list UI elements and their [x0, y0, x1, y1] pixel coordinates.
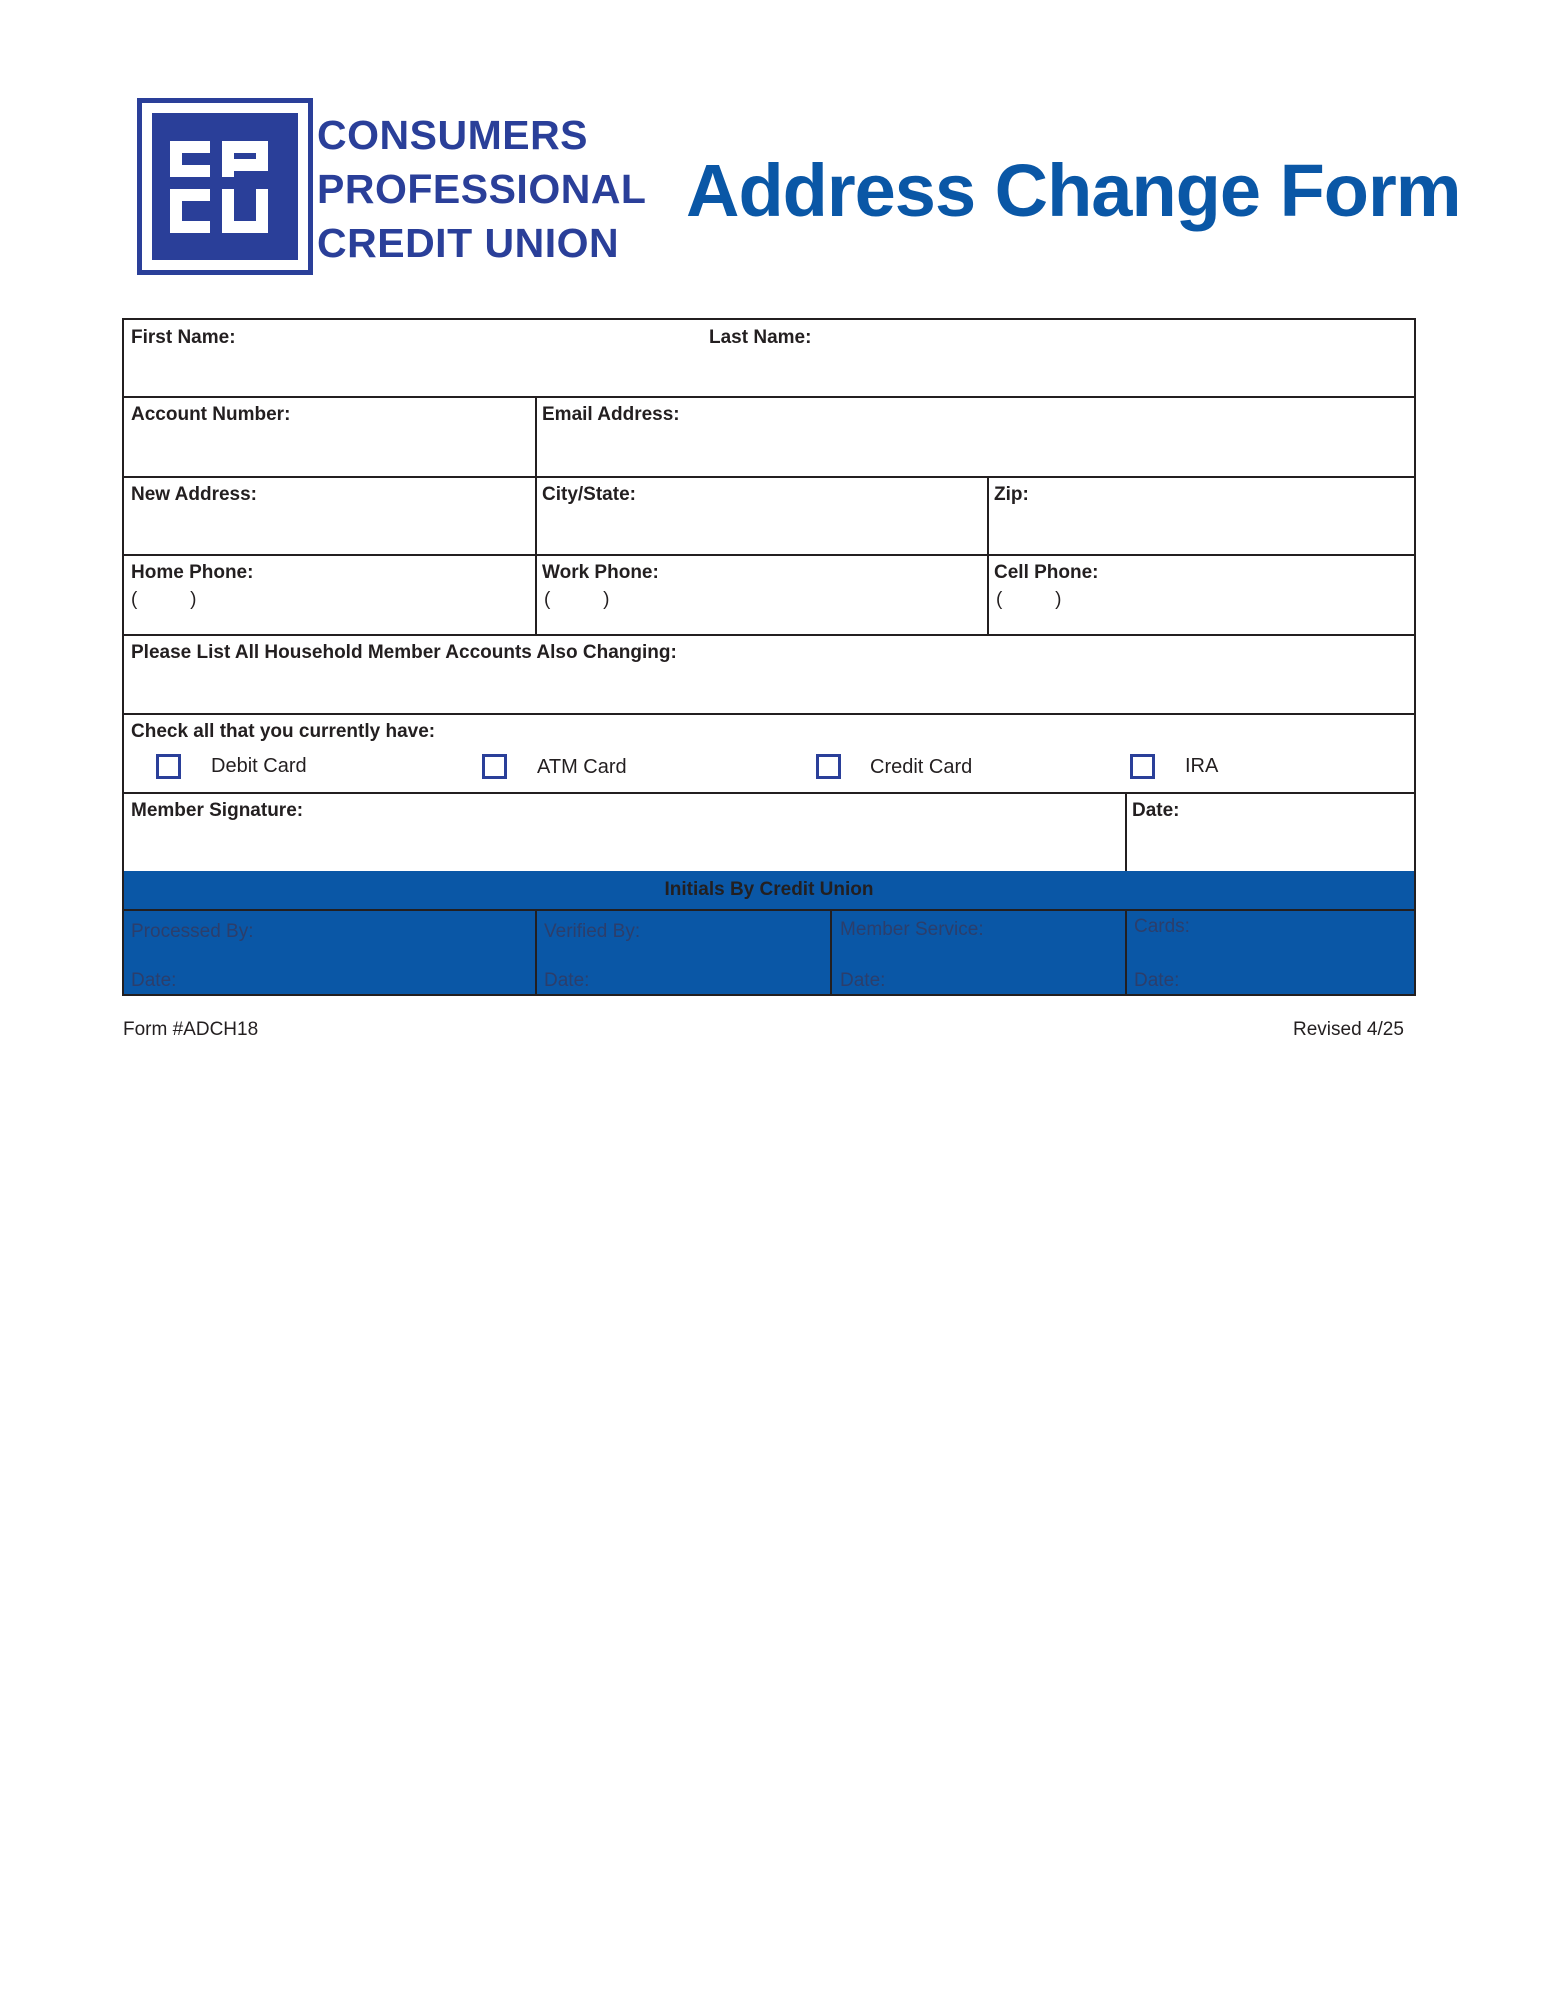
work-phone-area-code: ( )	[544, 589, 610, 610]
signature-date-field[interactable]	[1127, 794, 1414, 871]
city-state-label: City/State:	[542, 484, 636, 505]
member-signature-field[interactable]	[124, 794, 1125, 871]
email-address-label: Email Address:	[542, 404, 680, 425]
member-service-date-label: Date:	[840, 970, 886, 991]
credit-card-checkbox[interactable]	[816, 754, 841, 779]
zip-field[interactable]	[989, 478, 1414, 554]
logo-mark	[137, 98, 313, 275]
logo-line-3: CREDIT UNION	[317, 220, 620, 266]
revision-date: Revised 4/25	[1293, 1019, 1404, 1040]
member-service-label: Member Service:	[840, 919, 984, 940]
cell-phone-label: Cell Phone:	[994, 562, 1099, 583]
last-name-field[interactable]	[704, 320, 1414, 396]
zip-label: Zip:	[994, 484, 1029, 505]
form-number: Form #ADCH18	[123, 1019, 259, 1040]
atm-card-option: ATM Card	[537, 756, 627, 778]
new-address-label: New Address:	[131, 484, 257, 505]
ira-checkbox[interactable]	[1130, 754, 1155, 779]
first-name-label: First Name:	[131, 327, 236, 348]
cell-phone-field[interactable]	[989, 556, 1414, 634]
home-phone-field[interactable]	[124, 556, 535, 634]
first-name-field[interactable]	[124, 320, 704, 396]
account-number-field[interactable]	[124, 398, 535, 476]
city-state-field[interactable]	[537, 478, 987, 554]
household-accounts-field[interactable]	[124, 636, 1414, 713]
home-phone-label: Home Phone:	[131, 562, 254, 583]
ira-option: IRA	[1185, 755, 1219, 777]
current-products-section	[124, 715, 1414, 792]
logo-line-2: PROFESSIONAL	[317, 166, 647, 212]
signature-date-label: Date:	[1132, 800, 1180, 821]
member-signature-label: Member Signature:	[131, 800, 304, 821]
work-phone-label: Work Phone:	[542, 562, 659, 583]
verified-by-label: Verified By:	[544, 921, 641, 942]
cell-phone-area-code: ( )	[996, 589, 1062, 610]
work-phone-field[interactable]	[537, 556, 987, 634]
current-products-label: Check all that you currently have:	[131, 721, 436, 742]
home-phone-area-code: ( )	[131, 589, 197, 610]
email-address-field[interactable]	[537, 398, 1414, 476]
cards-label: Cards:	[1134, 916, 1190, 937]
verified-date-label: Date:	[544, 970, 590, 991]
debit-card-checkbox[interactable]	[156, 754, 181, 779]
credit-union-use-section	[124, 871, 1414, 994]
page-title: Address Change Form	[686, 149, 1461, 232]
processed-date-label: Date:	[131, 970, 177, 991]
new-address-field[interactable]	[124, 478, 535, 554]
cards-date-label: Date:	[1134, 970, 1180, 991]
last-name-label: Last Name:	[709, 327, 812, 348]
credit-card-option: Credit Card	[870, 756, 973, 778]
account-number-label: Account Number:	[131, 404, 291, 425]
debit-card-option: Debit Card	[211, 755, 307, 777]
atm-card-checkbox[interactable]	[482, 754, 507, 779]
logo-line-1: CONSUMERS	[317, 112, 589, 158]
processed-by-label: Processed By:	[131, 921, 254, 942]
household-accounts-label: Please List All Household Member Accounts Also Changing:	[131, 642, 677, 663]
logo-wordmark	[317, 108, 647, 270]
credit-union-logo	[137, 98, 647, 280]
initials-heading: Initials By Credit Union	[664, 879, 874, 900]
address-change-form	[122, 318, 1416, 996]
